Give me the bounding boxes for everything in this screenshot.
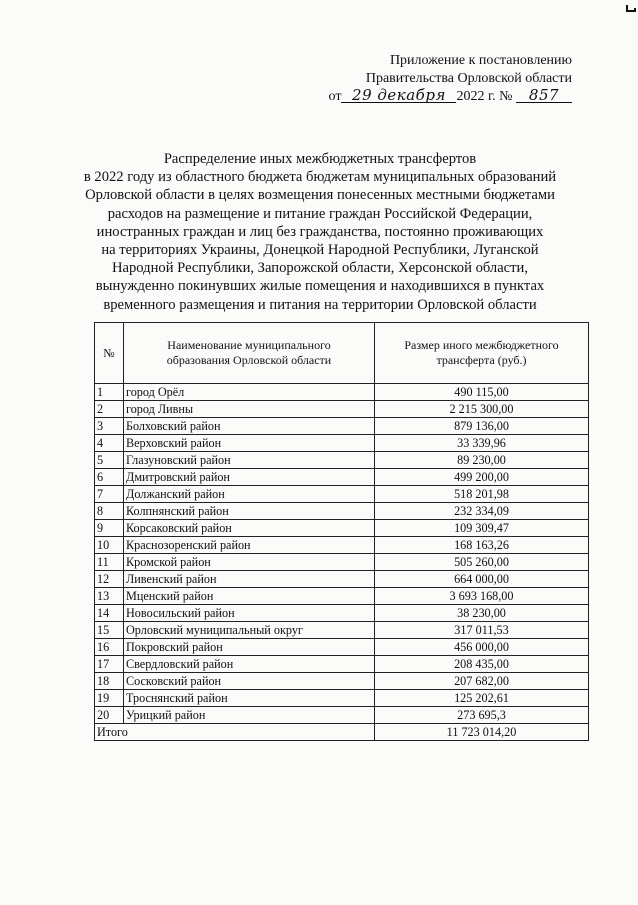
title-line: вынужденно покинувших жилые помещения и находившихся в пунктах [95, 278, 545, 295]
row-name: Троснянский район [124, 690, 375, 707]
row-name: Свердловский район [124, 656, 375, 673]
row-name: Болховский район [124, 418, 375, 435]
row-name: город Ливны [124, 401, 375, 418]
row-name: Верховский район [124, 435, 375, 452]
row-num: 17 [95, 656, 124, 673]
row-amount: 232 334,09 [375, 503, 589, 520]
title-line: расходов на размещение и питание граждан Российской Федерации, [107, 205, 533, 222]
header-amount-text: Размер иного межбюджетного трансферта (руб.) [404, 338, 559, 367]
row-num: 2 [95, 401, 124, 418]
row-name: Корсаковский район [124, 520, 375, 537]
row-num: 12 [95, 571, 124, 588]
row-amount: 89 230,00 [375, 452, 589, 469]
table-row [95, 418, 589, 435]
header-num: № [95, 323, 124, 384]
row-num: 3 [95, 418, 124, 435]
title-line: иностранных граждан и лиц без гражданства, постоянно проживающих [96, 223, 544, 240]
row-amount: 317 011,53 [375, 622, 589, 639]
row-num: 8 [95, 503, 124, 520]
handwritten-number: 857 [516, 88, 572, 103]
table-row [95, 588, 589, 605]
row-amount: 109 309,47 [375, 520, 589, 537]
table-row [95, 656, 589, 673]
row-amount: 664 000,00 [375, 571, 589, 588]
row-num: 13 [95, 588, 124, 605]
title-line: Орловской области в целях возмещения понесенных местными бюджетами [85, 187, 555, 204]
title-line: временного размещения и питания на территории Орловской области [103, 296, 537, 313]
table-row [95, 707, 589, 724]
annex-line-1: Приложение к постановлению [389, 53, 572, 68]
row-amount: 207 682,00 [375, 673, 589, 690]
row-name: Урицкий район [124, 707, 375, 724]
row-amount: 33 339,96 [375, 435, 589, 452]
row-name: Ливенский район [124, 571, 375, 588]
annex-date-prefix: от [328, 89, 342, 104]
row-name: Кромской район [124, 554, 375, 571]
table-row [95, 639, 589, 656]
row-num: 9 [95, 520, 124, 537]
row-amount: 208 435,00 [375, 656, 589, 673]
header-amount [375, 323, 589, 384]
document-title [60, 150, 580, 314]
row-num: 15 [95, 622, 124, 639]
row-name: Мценский район [124, 588, 375, 605]
table-header-row [95, 323, 589, 384]
table-row [95, 469, 589, 486]
row-num: 5 [95, 452, 124, 469]
table-row [95, 384, 589, 401]
row-amount: 505 260,00 [375, 554, 589, 571]
table-row [95, 554, 589, 571]
title-line: в 2022 году из областного бюджета бюджетам муниципальных образований [83, 169, 557, 186]
row-amount: 879 136,00 [375, 418, 589, 435]
table-row [95, 673, 589, 690]
table-row [95, 571, 589, 588]
row-name: Дмитровский район [124, 469, 375, 486]
row-amount: 168 163,26 [375, 537, 589, 554]
table-row [95, 452, 589, 469]
row-num: 16 [95, 639, 124, 656]
annex-line-3 [300, 88, 590, 106]
row-amount: 490 115,00 [375, 384, 589, 401]
row-amount: 38 230,00 [375, 605, 589, 622]
row-amount: 2 215 300,00 [375, 401, 589, 418]
row-num: 14 [95, 605, 124, 622]
row-name: Колпнянский район [124, 503, 375, 520]
row-name: Сосковский район [124, 673, 375, 690]
title-line: на территориях Украины, Донецкой Народной Республики, Луганской [101, 242, 539, 259]
row-num: 10 [95, 537, 124, 554]
row-name: город Орёл [124, 384, 375, 401]
row-amount: 518 201,98 [375, 486, 589, 503]
row-num: 11 [95, 554, 124, 571]
row-num: 7 [95, 486, 124, 503]
row-num: 1 [95, 384, 124, 401]
row-name: Краснозоренский район [124, 537, 375, 554]
annex-header [300, 52, 590, 106]
table-row [95, 401, 589, 418]
row-num: 6 [95, 469, 124, 486]
row-amount: 456 000,00 [375, 639, 589, 656]
table-row [95, 503, 589, 520]
table-row [95, 690, 589, 707]
title-line: Народной Республики, Запорожской области, Херсонской области, [111, 260, 528, 277]
table-row [95, 622, 589, 639]
row-num: 20 [95, 707, 124, 724]
table-row [95, 435, 589, 452]
table-row [95, 520, 589, 537]
corner-mark-icon [626, 4, 636, 12]
row-num: 18 [95, 673, 124, 690]
title-line: Распределение иных межбюджетных трансфертов [163, 151, 477, 167]
row-num: 4 [95, 435, 124, 452]
total-amount: 11 723 014,20 [375, 724, 589, 741]
table-total-row [95, 724, 589, 741]
row-name: Глазуновский район [124, 452, 375, 469]
header-name-text: Наименование муниципального образования Орловской области [166, 338, 332, 367]
row-num: 19 [95, 690, 124, 707]
table-row [95, 486, 589, 503]
header-name [124, 323, 375, 384]
row-name: Покровский район [124, 639, 375, 656]
table-row [95, 537, 589, 554]
row-name: Должанский район [124, 486, 375, 503]
row-amount: 3 693 168,00 [375, 588, 589, 605]
row-name: Новосильский район [124, 605, 375, 622]
annex-line-2: Правительства Орловской области [365, 71, 572, 86]
handwritten-date: 29 декабря [341, 88, 456, 103]
table-row [95, 605, 589, 622]
row-amount: 273 695,3 [375, 707, 589, 724]
annex-year-label: 2022 г. № [456, 89, 513, 104]
row-amount: 499 200,00 [375, 469, 589, 486]
row-amount: 125 202,61 [375, 690, 589, 707]
total-label: Итого [95, 724, 375, 741]
row-name: Орловский муниципальный округ [124, 622, 375, 639]
transfers-table [94, 322, 589, 741]
